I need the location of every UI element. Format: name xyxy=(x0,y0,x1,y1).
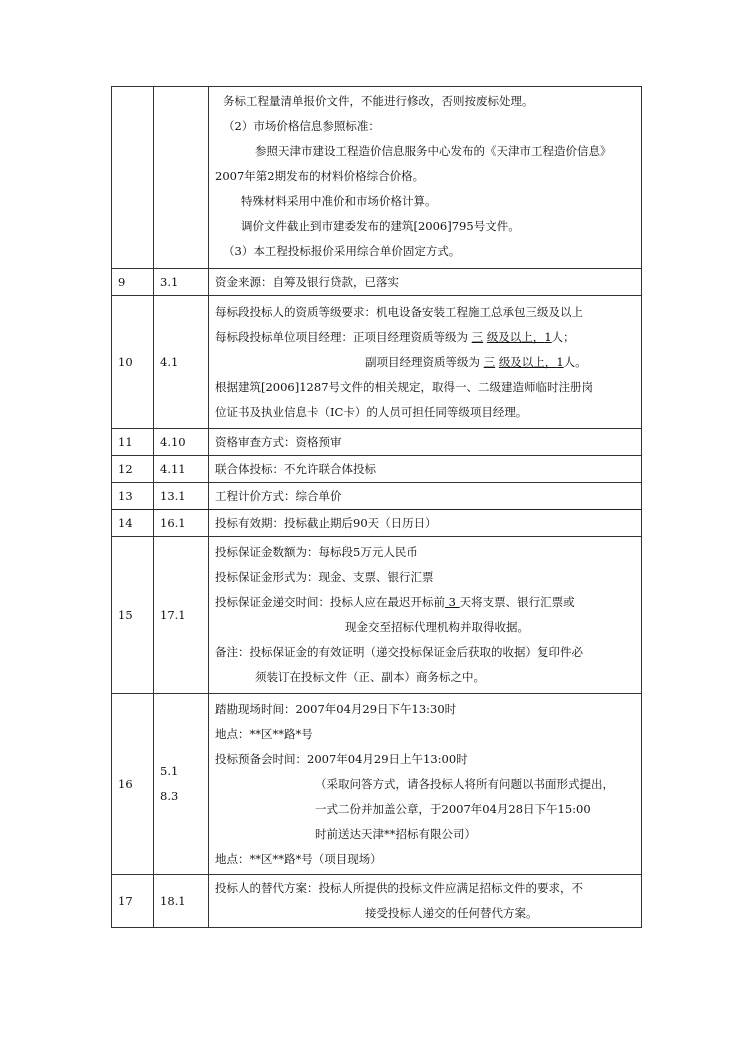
cell-no: 12 xyxy=(112,456,154,483)
underlined-value: 三 xyxy=(483,354,496,369)
cell-content xyxy=(209,537,642,694)
cell-content xyxy=(209,483,642,510)
text-line: 工程计价方式：综合单价 xyxy=(215,488,342,503)
table-row xyxy=(112,510,642,537)
table-row xyxy=(112,537,642,694)
cell-content xyxy=(209,296,642,429)
cell-clause: 4.1 xyxy=(154,296,209,429)
table-row xyxy=(112,429,642,456)
cell-no: 14 xyxy=(112,510,154,537)
text-line: 每标段投标单位项目经理：正项目经理资质等级为 三 级及以上，1人； xyxy=(215,329,575,344)
cell-clause: 4.11 xyxy=(154,456,209,483)
cell-clause xyxy=(154,694,209,875)
text-line: 投标有效期：投标截止期后90天（日历日） xyxy=(215,515,437,530)
cell-content xyxy=(209,429,642,456)
cell-no: 11 xyxy=(112,429,154,456)
text-line: 调价文件截止到市建委发布的建筑[2006]795号文件。 xyxy=(241,219,520,233)
text-line: （2）市场价格信息参照标准： xyxy=(223,119,380,133)
text-line: 根据建筑[2006]1287号文件的相关规定，取得一、二级建造师临时注册岗 xyxy=(215,379,594,394)
text-line: 投标保证金递交时间：投标人应在最迟开标前 3 天将支票、银行汇票或 xyxy=(215,595,575,609)
cell-clause: 16.1 xyxy=(154,510,209,537)
table-row xyxy=(112,296,642,429)
cell-no xyxy=(112,87,154,269)
cell-content xyxy=(209,269,642,296)
cell-content xyxy=(209,875,642,928)
cell-clause: 17.1 xyxy=(154,537,209,694)
table-row xyxy=(112,483,642,510)
text-line: 地点：**区**路*号（项目现场） xyxy=(215,851,382,866)
text-line: 投标预备会时间：2007年04月29日上午13:00时 xyxy=(215,751,468,766)
text-line: 投标保证金形式为：现金、支票、银行汇票 xyxy=(215,570,434,584)
cell-clause: 4.10 xyxy=(154,429,209,456)
text-line: 地点：**区**路*号 xyxy=(215,726,313,741)
table-row xyxy=(112,875,642,928)
text-line: 备注：投标保证金的有效证明（递交投标保证金后获取的收据）复印件必 xyxy=(215,645,583,659)
text-line: 须装订在投标文件（正、副本）商务标之中。 xyxy=(255,670,485,684)
clause-line: 8.3 xyxy=(160,789,179,803)
cell-no: 13 xyxy=(112,483,154,510)
bid-data-table xyxy=(111,86,642,928)
text-line: 接受投标人递交的任何替代方案。 xyxy=(365,906,538,920)
text-line: （3）本工程投标报价采用综合单价固定方式。 xyxy=(223,244,461,258)
text-line: 时前送达天津**招标有限公司） xyxy=(315,826,476,841)
text-line: 副项目经理资质等级为 三 级及以上，1人。 xyxy=(365,354,587,369)
text-line: 每标段投标人的资质等级要求：机电设备安装工程施工总承包三级及以上 xyxy=(215,304,583,319)
table-row xyxy=(112,456,642,483)
cell-content xyxy=(209,87,642,269)
text-line: （采取问答方式，请各投标人将所有问题以书面形式提出， xyxy=(315,776,614,791)
text-line: 参照天津市建设工程造价信息服务中心发布的《天津市工程造价信息》 xyxy=(255,144,612,158)
text-line: 踏勘现场时间：2007年04月29日下午13:30时 xyxy=(215,701,457,716)
cell-no: 9 xyxy=(112,269,154,296)
text-line: 资金来源：自筹及银行贷款，已落实 xyxy=(215,274,399,289)
text-line: 2007年第2期发布的材料价格综合价格。 xyxy=(215,169,425,183)
text-line: 特殊材料采用中准价和市场价格计算。 xyxy=(241,194,437,208)
underlined-value: 1 xyxy=(544,329,552,344)
underlined-value: 3 xyxy=(448,595,456,609)
cell-content xyxy=(209,510,642,537)
cell-no: 16 xyxy=(112,694,154,875)
clause-line: 5.1 xyxy=(160,764,179,778)
text-line: 投标保证金数额为：每标段5万元人民币 xyxy=(215,545,418,559)
cell-no: 17 xyxy=(112,875,154,928)
cell-no: 10 xyxy=(112,296,154,429)
table-row xyxy=(112,694,642,875)
underlined-value: 1 xyxy=(556,354,564,369)
table-row-continued xyxy=(112,87,642,269)
cell-clause: 18.1 xyxy=(154,875,209,928)
text-line: 投标人的替代方案：投标人所提供的投标文件应满足招标文件的要求，不 xyxy=(215,881,583,895)
underlined-value: 三 xyxy=(471,329,484,344)
cell-clause: 13.1 xyxy=(154,483,209,510)
text-line: 位证书及执业信息卡（IC卡）的人员可担任同等级项目经理。 xyxy=(215,404,528,419)
cell-clause: 3.1 xyxy=(154,269,209,296)
cell-clause xyxy=(154,87,209,269)
text-line: 一式二份并加盖公章，于2007年04月28日下午15:00 xyxy=(315,801,591,816)
text-line: 资格审查方式：资格预审 xyxy=(215,434,342,449)
text-line: 联合体投标：不允许联合体投标 xyxy=(215,461,376,476)
text-line: 务标工程量清单报价文件，不能进行修改，否则按废标处理。 xyxy=(223,94,534,108)
text-line: 现金交至招标代理机构并取得收据。 xyxy=(345,620,529,634)
cell-no: 15 xyxy=(112,537,154,694)
cell-content xyxy=(209,456,642,483)
table-row xyxy=(112,269,642,296)
cell-content xyxy=(209,694,642,875)
